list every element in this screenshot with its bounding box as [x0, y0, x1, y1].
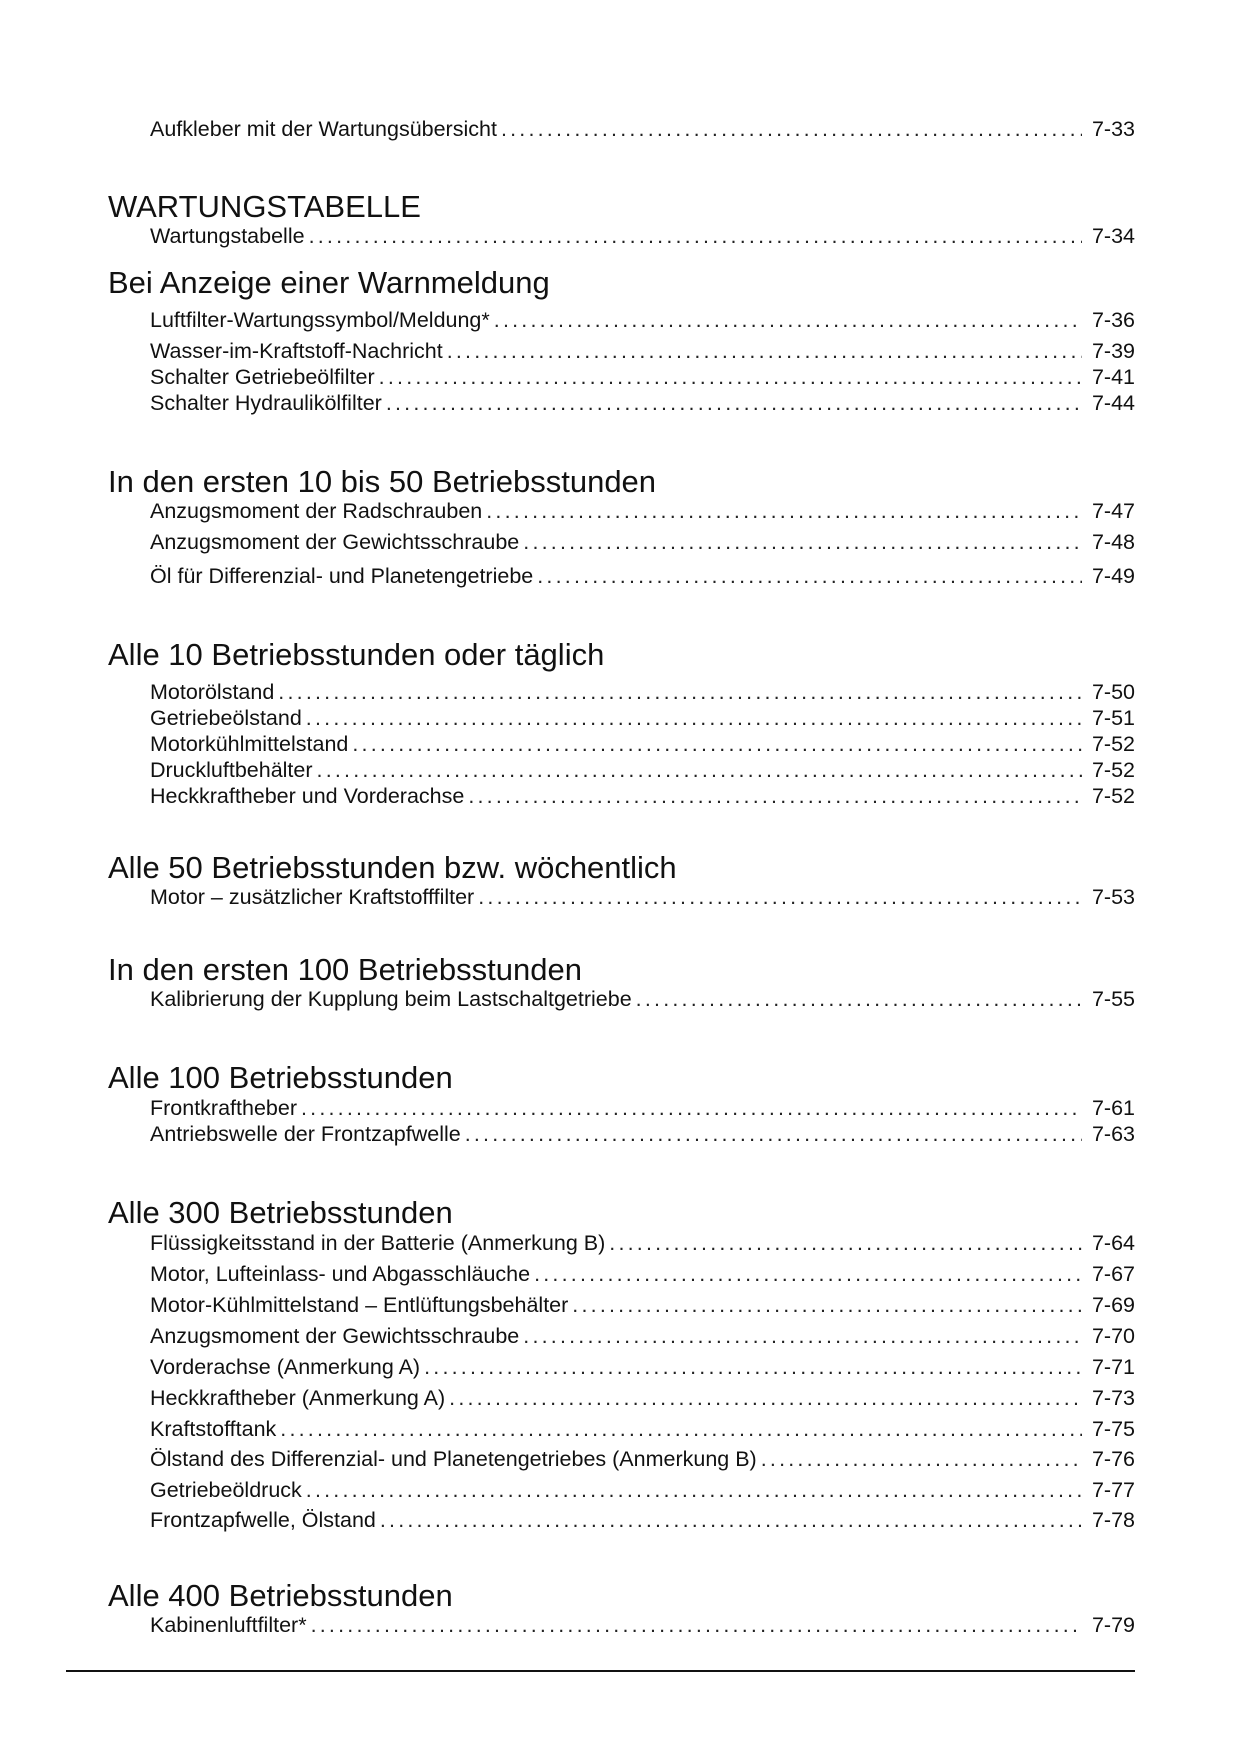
dot-leader [523, 529, 1082, 555]
toc-entry-page: 7-52 [1091, 758, 1135, 782]
toc-entry-page: 7-44 [1091, 391, 1135, 415]
toc-entry[interactable] [150, 731, 1135, 757]
dot-leader [501, 116, 1082, 142]
toc-entry-page: 7-36 [1091, 308, 1135, 332]
toc-entry-page: 7-73 [1091, 1386, 1135, 1410]
toc-entry-page: 7-61 [1091, 1096, 1135, 1120]
toc-entry-page: 7-76 [1091, 1447, 1135, 1471]
toc-entry-label: Kabinenluftfilter* [150, 1613, 307, 1637]
toc-entry[interactable] [150, 1230, 1135, 1256]
toc-entry[interactable] [150, 1095, 1135, 1121]
toc-entry-page: 7-67 [1091, 1262, 1135, 1286]
dot-leader [352, 731, 1082, 757]
section-heading: In den ersten 100 Betriebsstunden [108, 952, 582, 987]
toc-entry-page: 7-48 [1091, 530, 1135, 554]
dot-leader [447, 338, 1082, 364]
toc-entry[interactable] [150, 498, 1135, 524]
section-heading: Alle 10 Betriebsstunden oder täglich [108, 637, 605, 672]
toc-entry-label: Motor-Kühlmittelstand – Entlüftungsbehälter [150, 1293, 569, 1317]
toc-entry-label: Motor – zusätzlicher Kraftstofffilter [150, 885, 475, 909]
toc-entry[interactable] [150, 116, 1135, 142]
footer-rule [66, 1670, 1135, 1672]
dot-leader [572, 1292, 1082, 1318]
toc-entry-label: Motorkühlmittelstand [150, 732, 349, 756]
toc-entry[interactable] [150, 1507, 1135, 1533]
toc-entry-label: Getriebeölstand [150, 706, 302, 730]
toc-entry[interactable] [150, 307, 1135, 333]
dot-leader [301, 1095, 1082, 1121]
toc-entry[interactable] [150, 364, 1135, 390]
section-heading: Alle 50 Betriebsstunden bzw. wöchentlich [108, 850, 677, 885]
toc-entry-page: 7-78 [1091, 1508, 1135, 1532]
toc-entry-label: Druckluftbehälter [150, 758, 313, 782]
toc-entry-label: Wasser-im-Kraftstoff-Nachricht [150, 339, 443, 363]
toc-entry-label: Motor, Lufteinlass- und Abgasschläuche [150, 1262, 531, 1286]
toc-entry-page: 7-47 [1091, 499, 1135, 523]
toc-entry-label: Getriebeöldruck [150, 1478, 302, 1502]
toc-entry-page: 7-51 [1091, 706, 1135, 730]
toc-entry-page: 7-75 [1091, 1417, 1135, 1441]
dot-leader [486, 498, 1082, 524]
toc-entry-page: 7-64 [1091, 1231, 1135, 1255]
toc-entry-label: Anzugsmoment der Gewichtsschraube [150, 530, 520, 554]
dot-leader [306, 705, 1082, 731]
toc-entry-label: Anzugsmoment der Gewichtsschraube [150, 1324, 520, 1348]
dot-leader [449, 1385, 1082, 1411]
dot-leader [761, 1446, 1082, 1472]
toc-entry-label: Schalter Getriebeölfilter [150, 365, 375, 389]
dot-leader [523, 1323, 1082, 1349]
toc-entry-page: 7-70 [1091, 1324, 1135, 1348]
dot-leader [306, 1477, 1082, 1503]
section-heading: Alle 100 Betriebsstunden [108, 1060, 453, 1095]
toc-entry[interactable] [150, 1416, 1135, 1442]
toc-entry[interactable] [150, 884, 1135, 910]
toc-entry-page: 7-69 [1091, 1293, 1135, 1317]
toc-entry-page: 7-33 [1091, 117, 1135, 141]
toc-entry-label: Antriebswelle der Frontzapfwelle [150, 1122, 461, 1146]
toc-entry-page: 7-77 [1091, 1478, 1135, 1502]
toc-entry[interactable] [150, 1354, 1135, 1380]
toc-entry-label: Kalibrierung der Kupplung beim Lastschaltgetriebe [150, 987, 632, 1011]
toc-entry[interactable] [150, 757, 1135, 783]
dot-leader [478, 884, 1082, 910]
toc-entry-label: Heckkraftheber und Vorderachse [150, 784, 465, 808]
toc-entry-label: Aufkleber mit der Wartungsübersicht [150, 117, 497, 141]
toc-entry-page: 7-41 [1091, 365, 1135, 389]
toc-entry-page: 7-49 [1091, 564, 1135, 588]
toc-entry[interactable] [150, 223, 1135, 249]
dot-leader [280, 1416, 1082, 1442]
dot-leader [311, 1612, 1082, 1638]
toc-entry[interactable] [150, 1121, 1135, 1147]
toc-entry-label: Ölstand des Differenzial- und Planetengetriebes (Anmerkung B) [150, 1447, 757, 1471]
toc-entry[interactable] [150, 986, 1135, 1012]
toc-entry-label: Heckkraftheber (Anmerkung A) [150, 1386, 446, 1410]
toc-entry[interactable] [150, 1446, 1135, 1472]
toc-entry-page: 7-52 [1091, 784, 1135, 808]
toc-entry-label: Kraftstofftank [150, 1417, 277, 1441]
toc-entry-label: Frontkraftheber [150, 1096, 297, 1120]
toc-entry[interactable] [150, 390, 1135, 416]
toc-entry[interactable] [150, 679, 1135, 705]
dot-leader [468, 783, 1082, 809]
toc-entry[interactable] [150, 1385, 1135, 1411]
toc-entry-label: Motorölstand [150, 680, 275, 704]
dot-leader [278, 679, 1082, 705]
section-heading: Alle 400 Betriebsstunden [108, 1578, 453, 1613]
toc-entry[interactable] [150, 1292, 1135, 1318]
dot-leader [465, 1121, 1082, 1147]
dot-leader [309, 223, 1082, 249]
toc-entry[interactable] [150, 563, 1135, 589]
toc-entry[interactable] [150, 338, 1135, 364]
toc-entry-label: Flüssigkeitsstand in der Batterie (Anmerkung B) [150, 1231, 606, 1255]
toc-entry-page: 7-52 [1091, 732, 1135, 756]
toc-entry-page: 7-79 [1091, 1613, 1135, 1637]
dot-leader [537, 563, 1082, 589]
toc-entry[interactable] [150, 783, 1135, 809]
toc-entry-page: 7-53 [1091, 885, 1135, 909]
toc-entry[interactable] [150, 529, 1135, 555]
dot-leader [494, 307, 1082, 333]
toc-entry-label: Vorderachse (Anmerkung A) [150, 1355, 421, 1379]
section-heading: Alle 300 Betriebsstunden [108, 1195, 453, 1230]
toc-entry-page: 7-63 [1091, 1122, 1135, 1146]
toc-entry-page: 7-71 [1091, 1355, 1135, 1379]
section-heading: Bei Anzeige einer Warnmeldung [108, 265, 550, 300]
toc-entry[interactable] [150, 705, 1135, 731]
section-heading: WARTUNGSTABELLE [108, 189, 421, 224]
dot-leader [534, 1261, 1082, 1287]
dot-leader [380, 1507, 1082, 1533]
section-heading: In den ersten 10 bis 50 Betriebsstunden [108, 464, 657, 499]
dot-leader [609, 1230, 1082, 1256]
toc-entry-page: 7-50 [1091, 680, 1135, 704]
dot-leader [424, 1354, 1082, 1380]
toc-entry[interactable] [150, 1612, 1135, 1638]
dot-leader [636, 986, 1082, 1012]
toc-entry-page: 7-34 [1091, 224, 1135, 248]
toc-entry-label: Wartungstabelle [150, 224, 305, 248]
toc-entry-page: 7-55 [1091, 987, 1135, 1011]
toc-entry-label: Anzugsmoment der Radschrauben [150, 499, 483, 523]
dot-leader [379, 364, 1082, 390]
toc-entry-label: Schalter Hydraulikölfilter [150, 391, 382, 415]
toc-entry-label: Frontzapfwelle, Ölstand [150, 1508, 376, 1532]
dot-leader [317, 757, 1082, 783]
dot-leader [386, 390, 1082, 416]
toc-entry[interactable] [150, 1477, 1135, 1503]
toc-entry[interactable] [150, 1261, 1135, 1287]
toc-entry-label: Öl für Differenzial- und Planetengetriebe [150, 564, 534, 588]
toc-entry-label: Luftfilter-Wartungssymbol/Meldung* [150, 308, 490, 332]
toc-entry-page: 7-39 [1091, 339, 1135, 363]
toc-entry[interactable] [150, 1323, 1135, 1349]
